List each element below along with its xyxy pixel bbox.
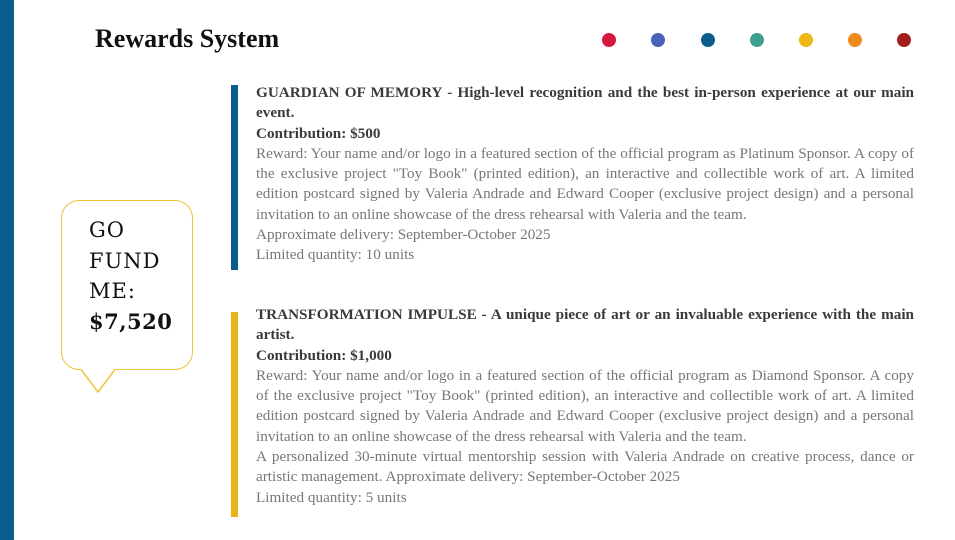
tier-mentorship: A personalized 30-minute virtual mentorship session with Valeria Andrade on creative process, dance or artistic management. Approximate delivery: September-October 2025 [256,448,914,486]
dot-teal [750,33,764,47]
tier-quantity: Limited quantity: 10 units [256,246,415,264]
gofundme-line-3: ME: [89,279,136,303]
dot-yellow [799,33,813,47]
gofundme-amount: $7,520 [89,308,173,334]
tier-contribution: Contribution: $1,000 [256,346,392,364]
color-dots [602,33,914,49]
tier-reward: Reward: Your name and/or logo in a featured section of the official program as Platinum Sponsor. A copy of the exclusive project "Toy Book" (printed edition), an interactive and collectible work of art. A limited edition postcard signed by Valeria Andrade and Edward Cooper (exclusive project design) and a personal invitation to an online showcase of the dress rehearsal with Valeria and the team. [256,144,914,223]
tier-1-accent-bar [231,85,238,270]
bubble-tail [81,369,115,393]
tier-reward: Reward: Your name and/or logo in a featured section of the official program as Diamond Sponsor. A copy of the exclusive project "Toy Book" (printed edition), an interactive and collectible work of art. A limited edition postcard signed by Valeria Andrade and Edward Cooper (exclusive project design) and a personal invitation to an online showcase of the dress rehearsal with Valeria and the team. [256,366,914,445]
dot-orange [848,33,862,47]
tier-contribution: Contribution: $500 [256,124,381,142]
page-title: Rewards System [95,24,280,53]
tier-heading: GUARDIAN OF MEMORY - High-level recognition and the best in-person experience at our main event. [256,84,914,122]
dot-red [602,33,616,47]
tier-quantity: Limited quantity: 5 units [256,488,407,506]
tier-delivery: Approximate delivery: September-October 2025 [256,226,551,244]
tier-transformation-impulse [256,305,914,508]
gofundme-text [89,215,189,337]
dot-blue [651,33,665,47]
gofundme-line-1: GO [89,218,125,242]
left-accent-bar [0,0,14,540]
dot-navy [701,33,715,47]
dot-dark-red [897,33,911,47]
tier-heading: TRANSFORMATION IMPULSE - A unique piece of art or an invaluable experience with the main artist. [256,306,914,344]
gofundme-line-2: FUND [89,248,161,273]
tier-2-accent-bar [231,312,238,517]
tier-guardian-of-memory [256,83,914,266]
